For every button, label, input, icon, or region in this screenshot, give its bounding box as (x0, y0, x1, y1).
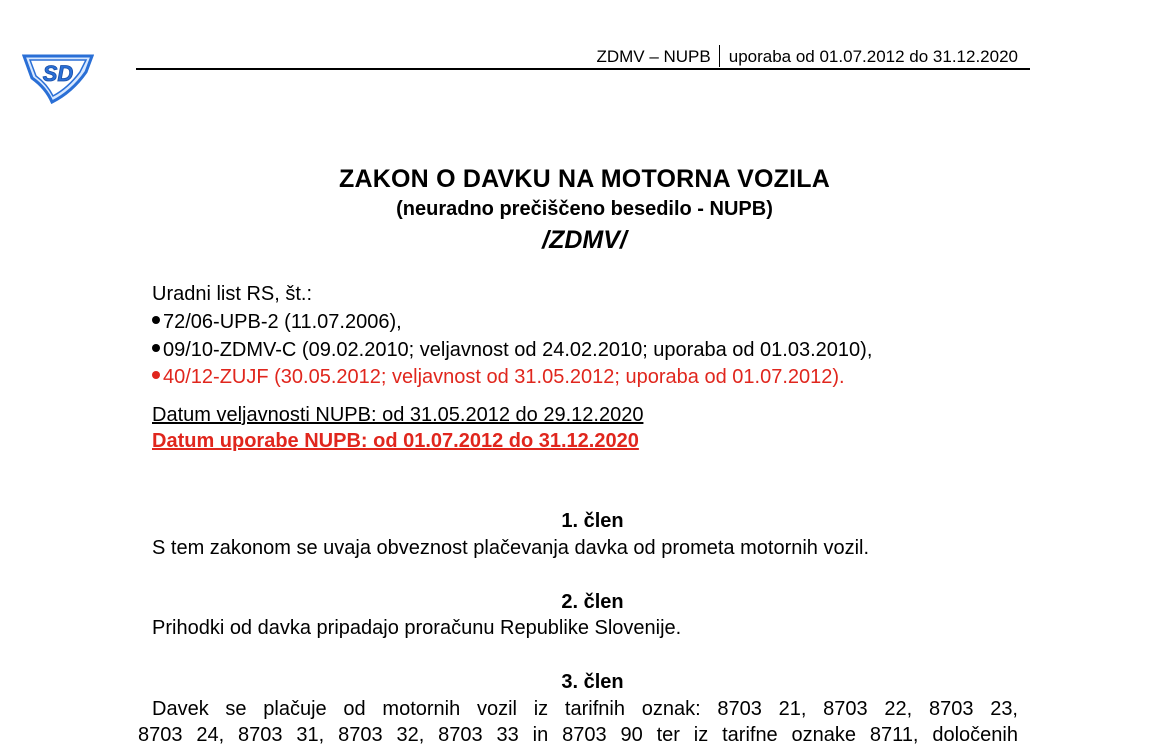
document-abbreviation: /ZDMV/ (542, 226, 627, 254)
page-header (136, 44, 1030, 70)
bullet-icon (152, 316, 160, 324)
article-1-text: S tem zakonom se uvaja obveznost plačevanja davka od prometa motornih vozil. (152, 537, 870, 559)
sd-shield-logo-icon (22, 48, 94, 104)
application-date: Datum uporabe NUPB: od 01.07.2012 do 31.12.2020 (152, 430, 639, 452)
gazette-entry-2: 09/10-ZDMV-C (09.02.2010; veljavnost od 24.02.2010; uporaba od 01.03.2010), (152, 339, 872, 362)
article-2-text: Prihodki od davka pripadajo proračunu Republike Slovenije. (152, 617, 682, 639)
svg-text:SD: SD (42, 61, 74, 86)
article-3-line-1: Davek se plačuje od motornih vozil iz tarifnih oznak: 8703 21, 8703 22, 8703 23, (152, 698, 1018, 720)
gazette-entry-1: 72/06-UPB-2 (11.07.2006), (152, 311, 402, 334)
document-title: ZAKON O DAVKU NA MOTORNA VOZILA (339, 165, 830, 193)
validity-date: Datum veljavnosti NUPB: od 31.05.2012 do 29.12.2020 (152, 404, 644, 426)
document-subtitle: (neuradno prečiščeno besedilo - NUPB) (396, 198, 773, 220)
header-left: ZDMV – NUPB (596, 47, 711, 66)
article-1-heading: 1. člen (561, 510, 624, 532)
header-separator (719, 45, 720, 67)
article-3-heading: 3. člen (561, 671, 624, 693)
bullet-icon (152, 371, 160, 379)
gazette-entry-3: 40/12-ZUJF (30.05.2012; veljavnost od 31.05.2012; uporaba od 01.07.2012). (152, 366, 845, 389)
gazette-label: Uradni list RS, št.: (152, 283, 313, 305)
bullet-icon (152, 344, 160, 352)
header-right: uporaba od 01.07.2012 do 31.12.2020 (728, 47, 1018, 66)
article-3-line-2: 8703 24, 8703 31, 8703 32, 8703 33 in 8703 90 ter iz tarifne oznake 8711, določenih (138, 724, 1018, 746)
article-2-heading: 2. člen (561, 591, 624, 613)
